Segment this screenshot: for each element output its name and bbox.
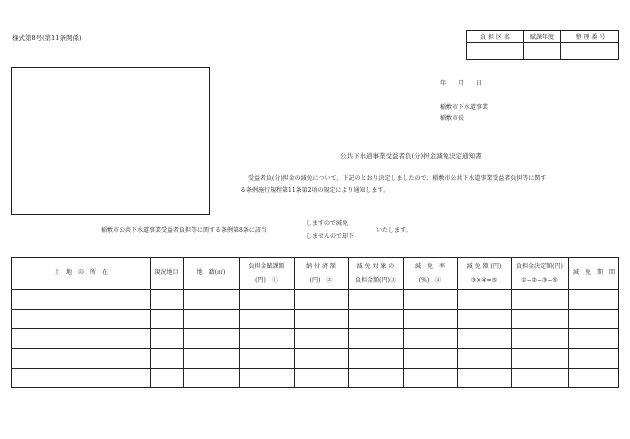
col-header-paid-unit: (円) ② (309, 277, 333, 284)
registry-header-row (467, 31, 618, 43)
body-line-2: る条例施行規程第11条第2項の規定により通知します。 (240, 187, 389, 194)
col-header-period: 減 免 期 間 (572, 269, 615, 276)
decision-option-reject[interactable]: しませんので却下 (306, 233, 355, 240)
col-header-location: 土 地 の 所 在 (53, 269, 108, 276)
col-header-area: 地 籍(㎡) (196, 269, 226, 276)
col-header-assessed-unit: (円) ① (255, 277, 278, 284)
col-header-target: 減 免 対 象 の (356, 263, 395, 270)
col-header-reduction-formula: ③×④=⑤ (470, 277, 498, 284)
col-header-land-use: 現況地目 (154, 269, 179, 276)
registry-header-number: 整 理 番 号 (575, 34, 606, 41)
address-box (11, 67, 210, 215)
decision-suffix: いたします。 (376, 227, 412, 234)
col-header-target-unit: 負担金額(円)③ (355, 277, 396, 284)
col-header-assessed: 負担金賦課額 (248, 263, 285, 270)
registry-value-district[interactable] (467, 43, 524, 60)
registry-table (466, 30, 619, 60)
registry-value-row (467, 43, 618, 60)
col-header-final: 負担金決定額(円) (516, 263, 563, 270)
registry-header-district: 負 担 区 名 (467, 31, 524, 42)
issuer-mayor: 稲敷市長 (440, 115, 465, 122)
details-table (11, 257, 619, 388)
decision-option-approve[interactable]: しますので減免 (306, 220, 349, 227)
date-line: 年 月 日 (440, 80, 483, 87)
col-header-reduction: 減 免 額 (円) (466, 263, 502, 270)
registry-value-number[interactable] (561, 43, 620, 60)
col-header-rate-unit: (%) ④ (418, 277, 442, 284)
body-line-1: 受益者負(分)担金の減免について、下記のとおり決定しましたので、稲敷市公共下水道事業受益者負担等に関す (248, 175, 547, 182)
form-number: 様式第8号(第11条関係) (12, 34, 82, 42)
col-header-final-formula: ①−②−③−⑤ (521, 277, 558, 284)
registry-value-year[interactable] (524, 43, 561, 60)
col-header-rate: 減 免 率 (414, 263, 445, 270)
decision-prefix: 稲敷市公共下水道事業受益者負担等に関する条例第8条に該当 (101, 227, 267, 234)
issuer-org: 稲敷市下水道事業 (440, 104, 489, 111)
col-header-paid: 納 付 済 額 (306, 263, 336, 270)
document-title: 公共下水道事業受益者負(分)担金減免決定通知書 (340, 152, 482, 160)
registry-header-year: 賦課年度 (524, 31, 561, 42)
